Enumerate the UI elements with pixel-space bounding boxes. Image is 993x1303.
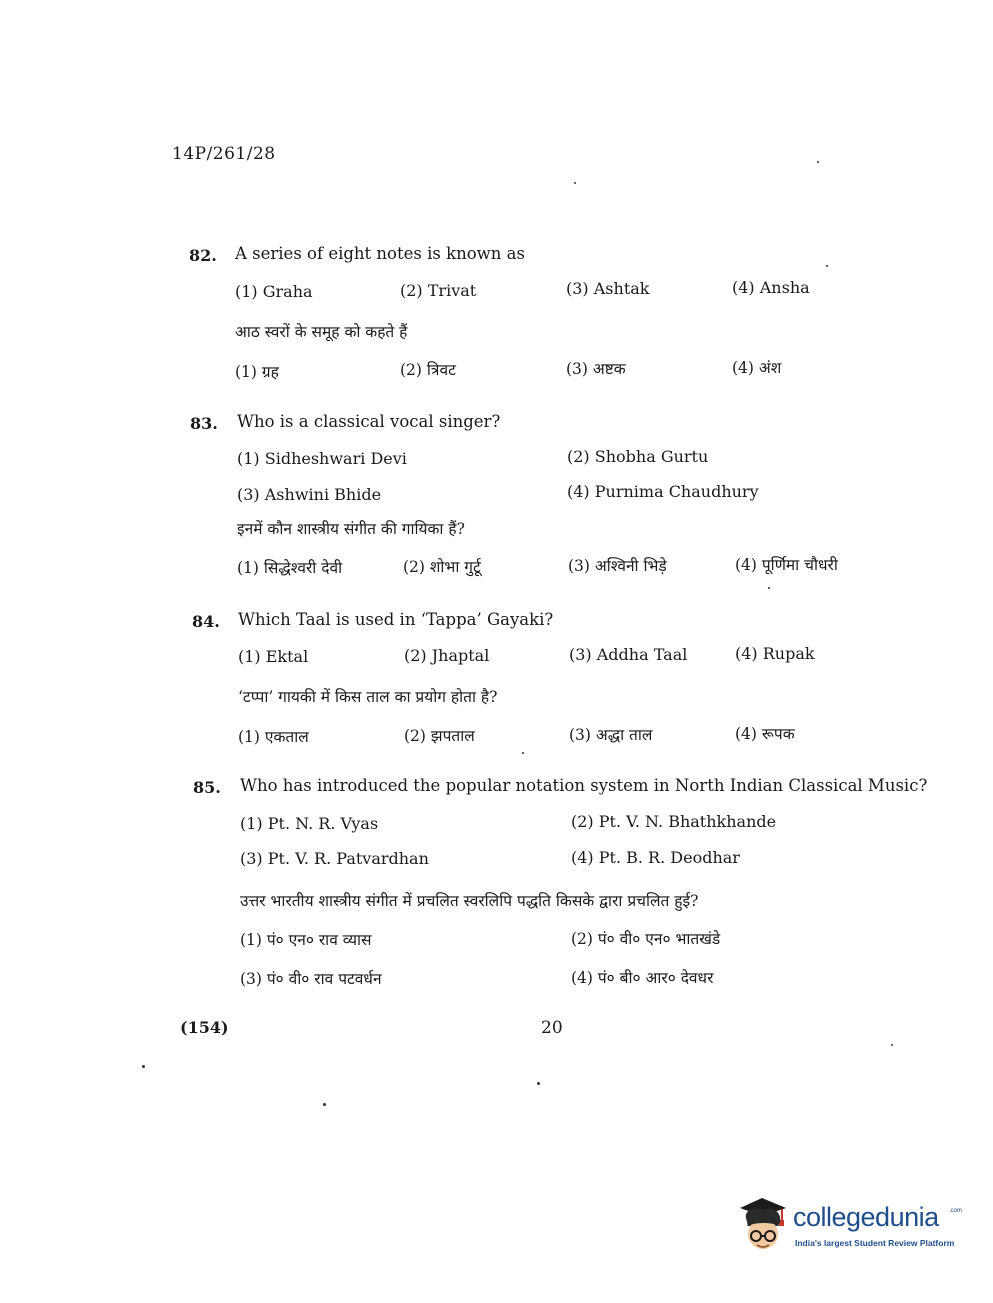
option-en-2: (2) Jhaptal <box>404 646 490 665</box>
question-text-hi: आठ स्वरों के समूह को कहते हैं <box>235 323 408 341</box>
option-hi-3: (3) अष्टक <box>566 360 626 378</box>
question-number: 85. <box>193 778 221 797</box>
question-text-en: Who has introduced the popular notation system in North Indian Classical Music? <box>240 776 928 795</box>
question-text-hi: इनमें कौन शास्त्रीय संगीत की गायिका हैं? <box>237 520 465 538</box>
option-en-2: (2) Pt. V. N. Bhathkhande <box>571 812 777 831</box>
brand-name: collegedunia <box>793 1202 939 1232</box>
option-hi-4: (4) रूपक <box>735 725 795 743</box>
option-en-3: (3) Pt. V. R. Patvardhan <box>240 849 429 868</box>
option-hi-1: (1) ग्रह <box>235 363 279 381</box>
option-en-4: (4) Pt. B. R. Deodhar <box>571 848 740 867</box>
brand-suffix: .com <box>949 1208 963 1214</box>
option-en-4: (4) Rupak <box>735 644 815 663</box>
page-number: 20 <box>541 1018 563 1038</box>
option-en-3: (3) Ashtak <box>566 279 650 298</box>
option-hi-1: (1) सिद्धेश्वरी देवी <box>237 559 343 577</box>
option-en-4: (4) Purnima Chaudhury <box>567 482 759 501</box>
option-en-3: (3) Ashwini Bhide <box>237 485 382 504</box>
booklet-code: (154) <box>180 1018 229 1037</box>
option-hi-4: (4) अंश <box>732 359 782 377</box>
question-text-hi: ‘टप्पा’ गायकी में किस ताल का प्रयोग होता है? <box>238 688 498 706</box>
option-hi-2: (2) पं० वी० एन० भातखंडे <box>571 930 721 948</box>
option-en-1: (1) Graha <box>235 282 313 301</box>
option-hi-2: (2) त्रिवट <box>400 361 456 379</box>
option-hi-3: (3) अद्धा ताल <box>569 726 653 744</box>
mascot-icon <box>738 1196 790 1256</box>
question-number: 83. <box>190 414 218 433</box>
question-number: 82. <box>189 246 217 265</box>
question-text-en: Which Taal is used in ‘Tappa’ Gayaki? <box>238 610 554 629</box>
option-en-1: (1) Sidheshwari Devi <box>237 449 407 468</box>
option-en-3: (3) Addha Taal <box>569 645 688 664</box>
option-hi-3: (3) अश्विनी भिड़े <box>568 557 667 575</box>
collegedunia-watermark <box>738 1196 963 1256</box>
paper-code: 14P/261/28 <box>172 144 276 164</box>
option-en-1: (1) Ektal <box>238 647 309 666</box>
option-hi-4: (4) पं० बी० आर० देवधर <box>571 969 714 987</box>
option-en-2: (2) Trivat <box>400 281 477 300</box>
option-en-4: (4) Ansha <box>732 278 810 297</box>
question-text-en: Who is a classical vocal singer? <box>237 412 501 431</box>
option-hi-3: (3) पं० वी० राव पटवर्धन <box>240 970 382 988</box>
brand-tagline: India's largest Student Review Platform <box>795 1238 955 1248</box>
option-en-2: (2) Shobha Gurtu <box>567 447 709 466</box>
option-en-1: (1) Pt. N. R. Vyas <box>240 814 379 833</box>
option-hi-4: (4) पूर्णिमा चौधरी <box>735 556 838 574</box>
question-text-hi: उत्तर भारतीय शास्त्रीय संगीत में प्रचलित स्वरलिपि पद्धति किसके द्वारा प्रचलित हुई? <box>240 892 699 910</box>
option-hi-2: (2) शोभा गुर्टू <box>403 558 481 576</box>
question-number: 84. <box>192 612 220 631</box>
option-hi-2: (2) झपताल <box>404 727 475 745</box>
option-hi-1: (1) एकताल <box>238 728 309 746</box>
question-text-en: A series of eight notes is known as <box>235 244 525 263</box>
option-hi-1: (1) पं० एन० राव व्यास <box>240 931 372 949</box>
